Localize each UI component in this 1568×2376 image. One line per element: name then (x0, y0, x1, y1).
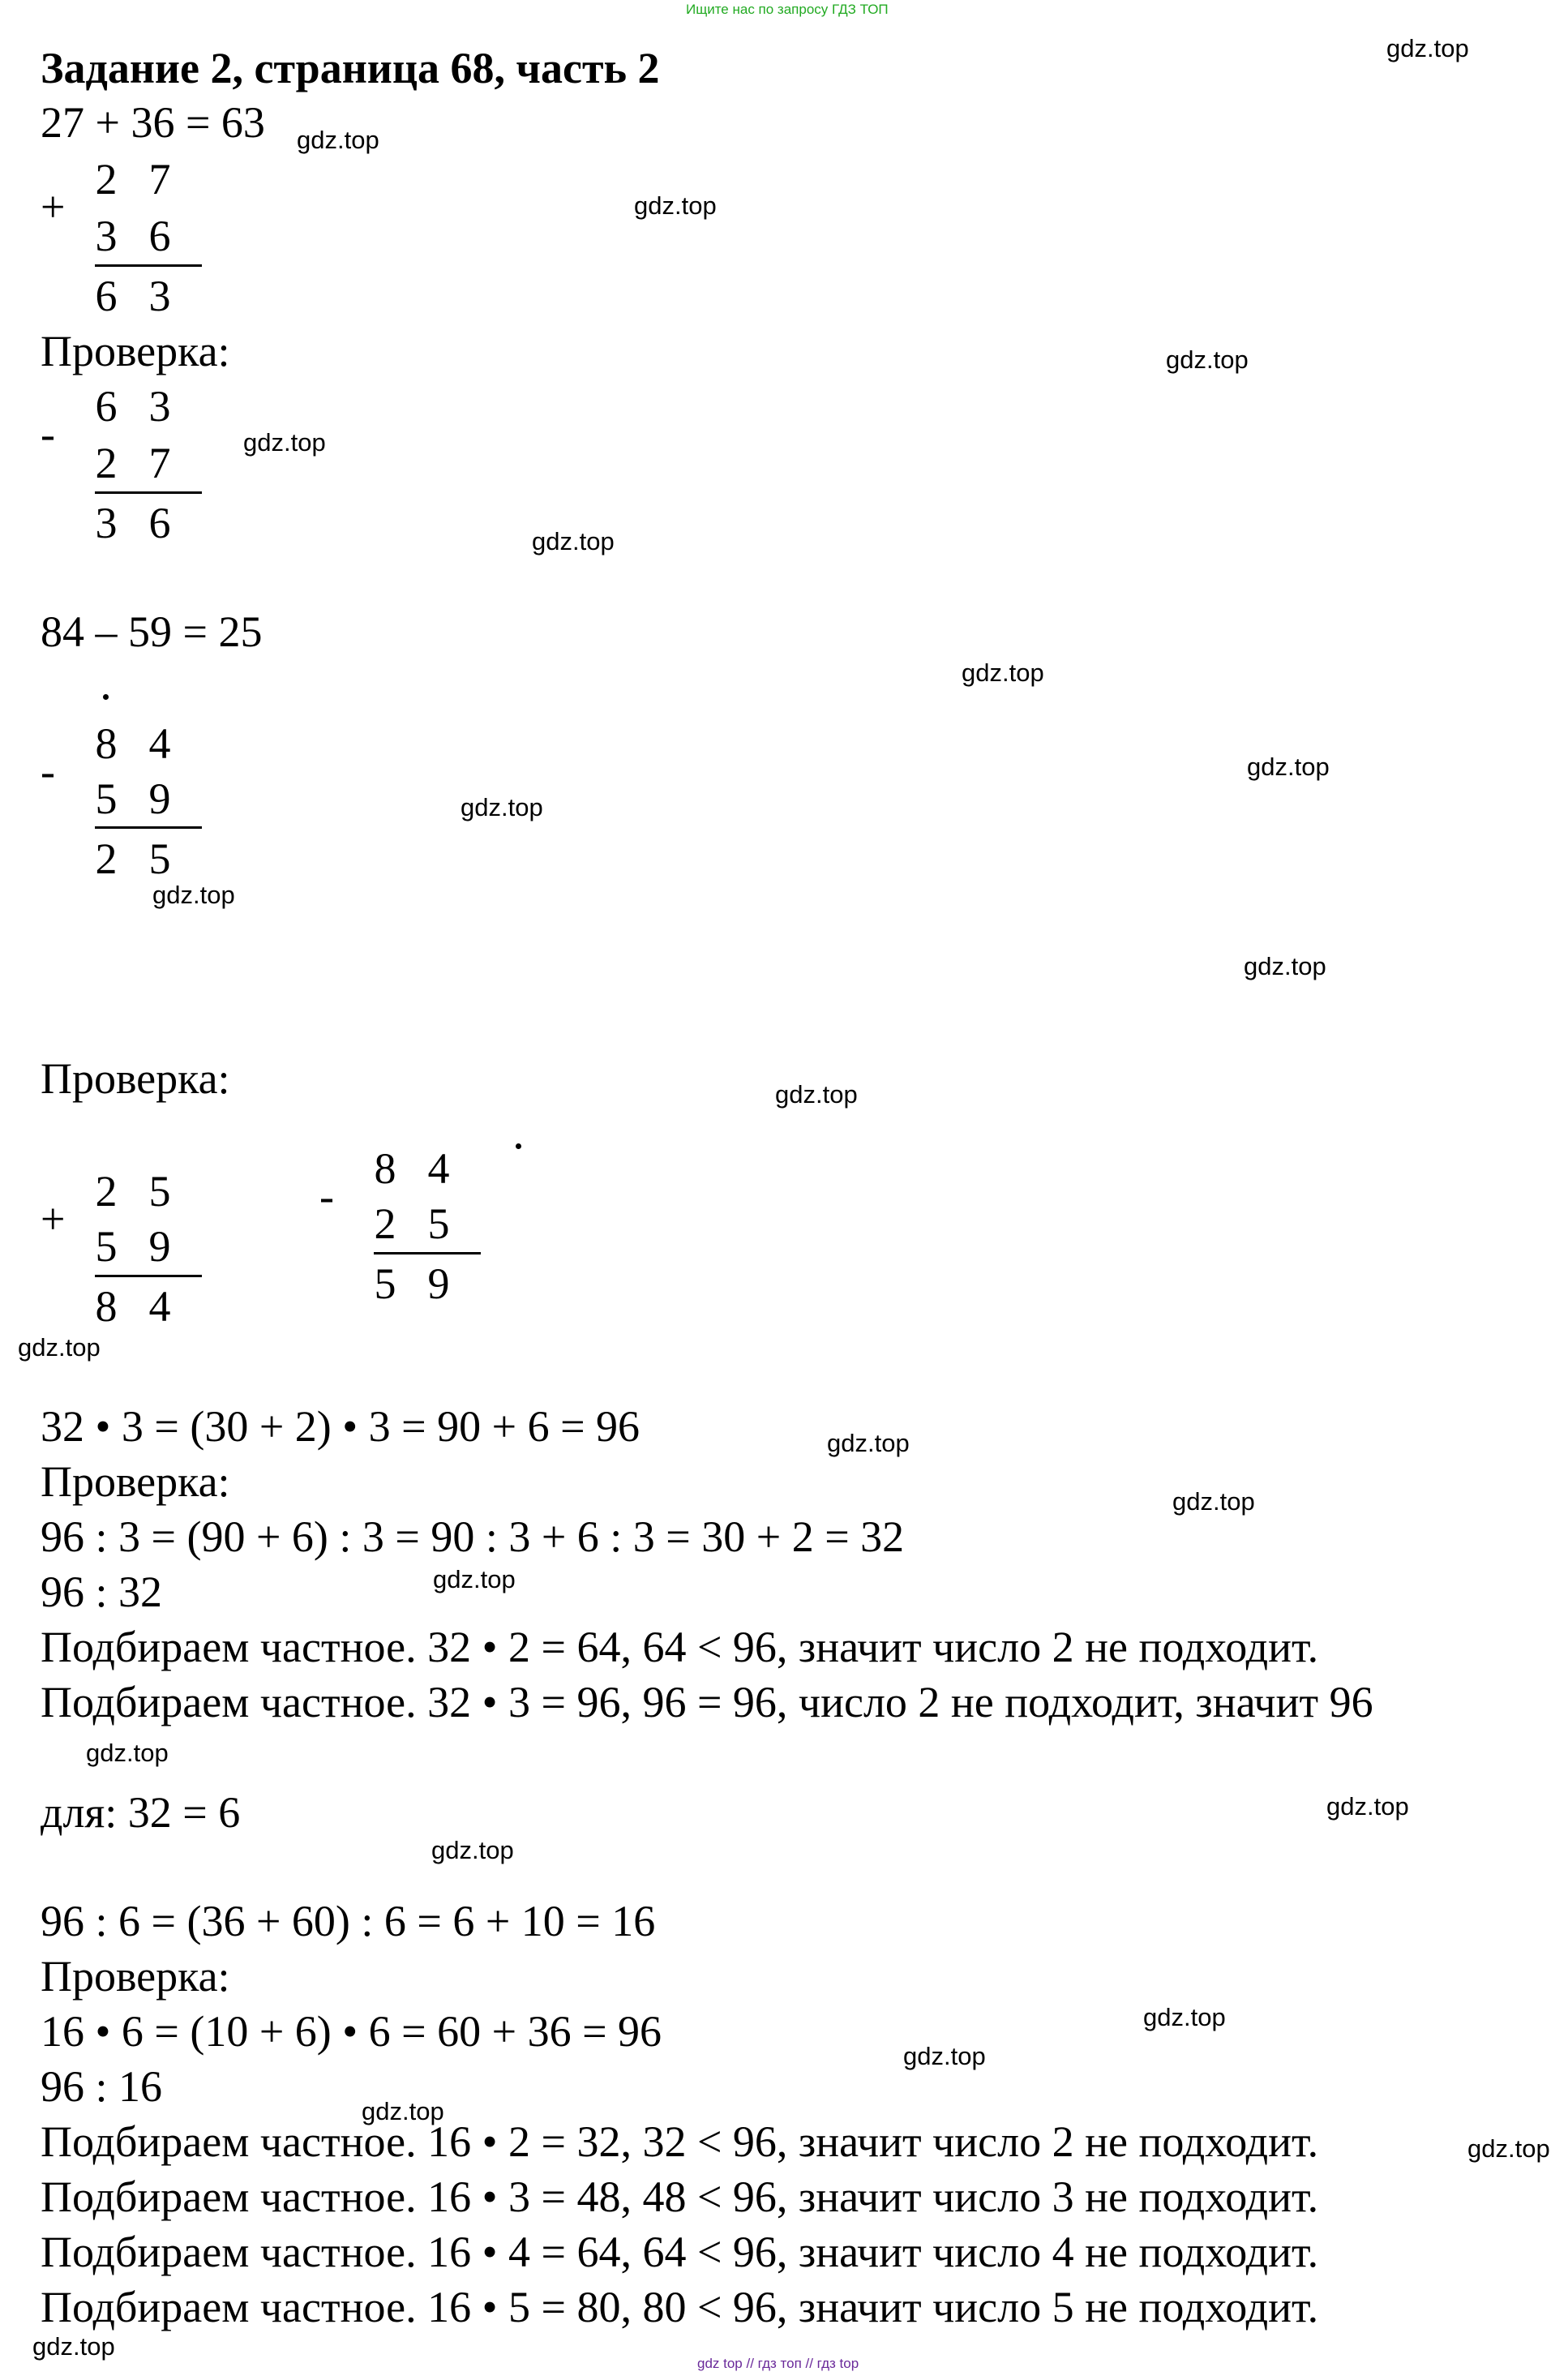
text-line: 96 : 32 (41, 1568, 163, 1616)
digit: 8 (95, 1282, 118, 1331)
digit: 5 (374, 1259, 396, 1308)
operator-sign: + (41, 182, 66, 231)
digit: 5 (427, 1199, 450, 1248)
text-line: Подбираем частное. 16 • 4 = 64, 64 < 96, значит число 4 не подходит. (41, 2228, 1319, 2276)
watermark: gdz.top (1172, 1487, 1255, 1516)
digit: 9 (427, 1259, 450, 1308)
equation-1: 27 + 36 = 63 (41, 98, 265, 147)
text-line: Подбираем частное. 32 • 3 = 96, 96 = 96, число 2 не подходит, значит 96 (41, 1678, 1373, 1726)
digit: 2 (95, 155, 118, 204)
sum-line (95, 1275, 202, 1277)
sum-line (95, 826, 202, 829)
sum-line (95, 491, 202, 494)
digit: 5 (148, 1167, 171, 1216)
text-line: Проверка: (41, 1952, 230, 2001)
text-line: 96 : 16 (41, 2062, 163, 2111)
watermark: gdz.top (634, 191, 717, 220)
watermark: gdz.top (775, 1080, 858, 1109)
digit: 9 (148, 1222, 171, 1271)
digit: 2 (95, 1167, 118, 1216)
watermark: gdz.top (461, 793, 543, 821)
digit: 4 (148, 1282, 171, 1331)
watermark: gdz.top (433, 1565, 516, 1593)
watermark: gdz.top (1244, 952, 1326, 980)
digit: 3 (95, 212, 118, 260)
watermark: gdz.top (827, 1429, 910, 1457)
footer-watermark: gdz top // гдз топ // гдз top (697, 2356, 859, 2371)
page-title: Задание 2, страница 68, часть 2 (41, 44, 660, 92)
sum-line (95, 264, 202, 267)
watermark: gdz.top (1386, 34, 1469, 62)
watermark: gdz.top (962, 658, 1044, 687)
check-label-1: Проверка: (41, 327, 230, 375)
digit: 7 (148, 439, 171, 487)
digit: 2 (95, 439, 118, 487)
sum-line (374, 1252, 481, 1254)
watermark: gdz.top (1166, 345, 1249, 374)
text-line: Подбираем частное. 32 • 2 = 64, 64 < 96, значит число 2 не подходит. (41, 1623, 1319, 1671)
watermark: gdz.top (32, 2332, 115, 2361)
equation-2: 84 – 59 = 25 (41, 607, 263, 656)
watermark: gdz.top (152, 881, 235, 909)
check-label-2: Проверка: (41, 1054, 230, 1103)
digit: 3 (95, 499, 118, 547)
watermark: gdz.top (18, 1333, 101, 1362)
digit: 2 (374, 1199, 396, 1248)
digit: 6 (95, 272, 118, 320)
operator-sign: + (41, 1194, 66, 1243)
text-line: Подбираем частное. 16 • 2 = 32, 32 < 96, значит число 2 не подходит. (41, 2117, 1319, 2166)
watermark: gdz.top (86, 1739, 169, 1767)
digit: 4 (148, 719, 171, 768)
digit: 6 (95, 382, 118, 431)
digit: 3 (148, 272, 171, 320)
operator-sign: - (41, 747, 55, 796)
text-line: 32 • 3 = (30 + 2) • 3 = 90 + 6 = 96 (41, 1402, 640, 1451)
digit: 4 (427, 1144, 450, 1193)
digit: 6 (148, 499, 171, 547)
watermark: gdz.top (1247, 753, 1330, 781)
watermark: gdz.top (362, 2097, 444, 2125)
search-banner: Ищите нас по запросу ГДЗ ТОП (686, 2, 889, 17)
watermark: gdz.top (243, 428, 326, 457)
digit: 5 (148, 834, 171, 883)
text-line: Подбираем частное. 16 • 3 = 48, 48 < 96, значит число 3 не подходит. (41, 2172, 1319, 2221)
borrow-dot (103, 694, 109, 700)
watermark: gdz.top (431, 1836, 514, 1864)
digit: 5 (95, 1222, 118, 1271)
watermark: gdz.top (1143, 2003, 1226, 2031)
watermark: gdz.top (1467, 2134, 1550, 2163)
operator-sign: - (41, 410, 55, 458)
watermark: gdz.top (297, 126, 379, 154)
digit: 3 (148, 382, 171, 431)
text-line: Подбираем частное. 16 • 5 = 80, 80 < 96, значит число 5 не подходит. (41, 2283, 1319, 2331)
operator-sign: - (319, 1172, 334, 1220)
text-line: для: 32 = 6 (41, 1788, 241, 1837)
watermark: gdz.top (903, 2042, 986, 2070)
watermark: gdz.top (1326, 1792, 1409, 1821)
borrow-dot (516, 1143, 521, 1149)
digit: 2 (95, 834, 118, 883)
digit: 5 (95, 774, 118, 823)
digit: 6 (148, 212, 171, 260)
text-line: 96 : 3 = (90 + 6) : 3 = 90 : 3 + 6 : 3 = 30 + 2 = 32 (41, 1512, 905, 1561)
text-line: 96 : 6 = (36 + 60) : 6 = 6 + 10 = 16 (41, 1897, 656, 1945)
text-line: Проверка: (41, 1457, 230, 1506)
digit: 8 (95, 719, 118, 768)
text-line: 16 • 6 = (10 + 6) • 6 = 60 + 36 = 96 (41, 2007, 662, 2056)
digit: 7 (148, 155, 171, 204)
watermark: gdz.top (532, 527, 615, 555)
digit: 9 (148, 774, 171, 823)
digit: 8 (374, 1144, 396, 1193)
